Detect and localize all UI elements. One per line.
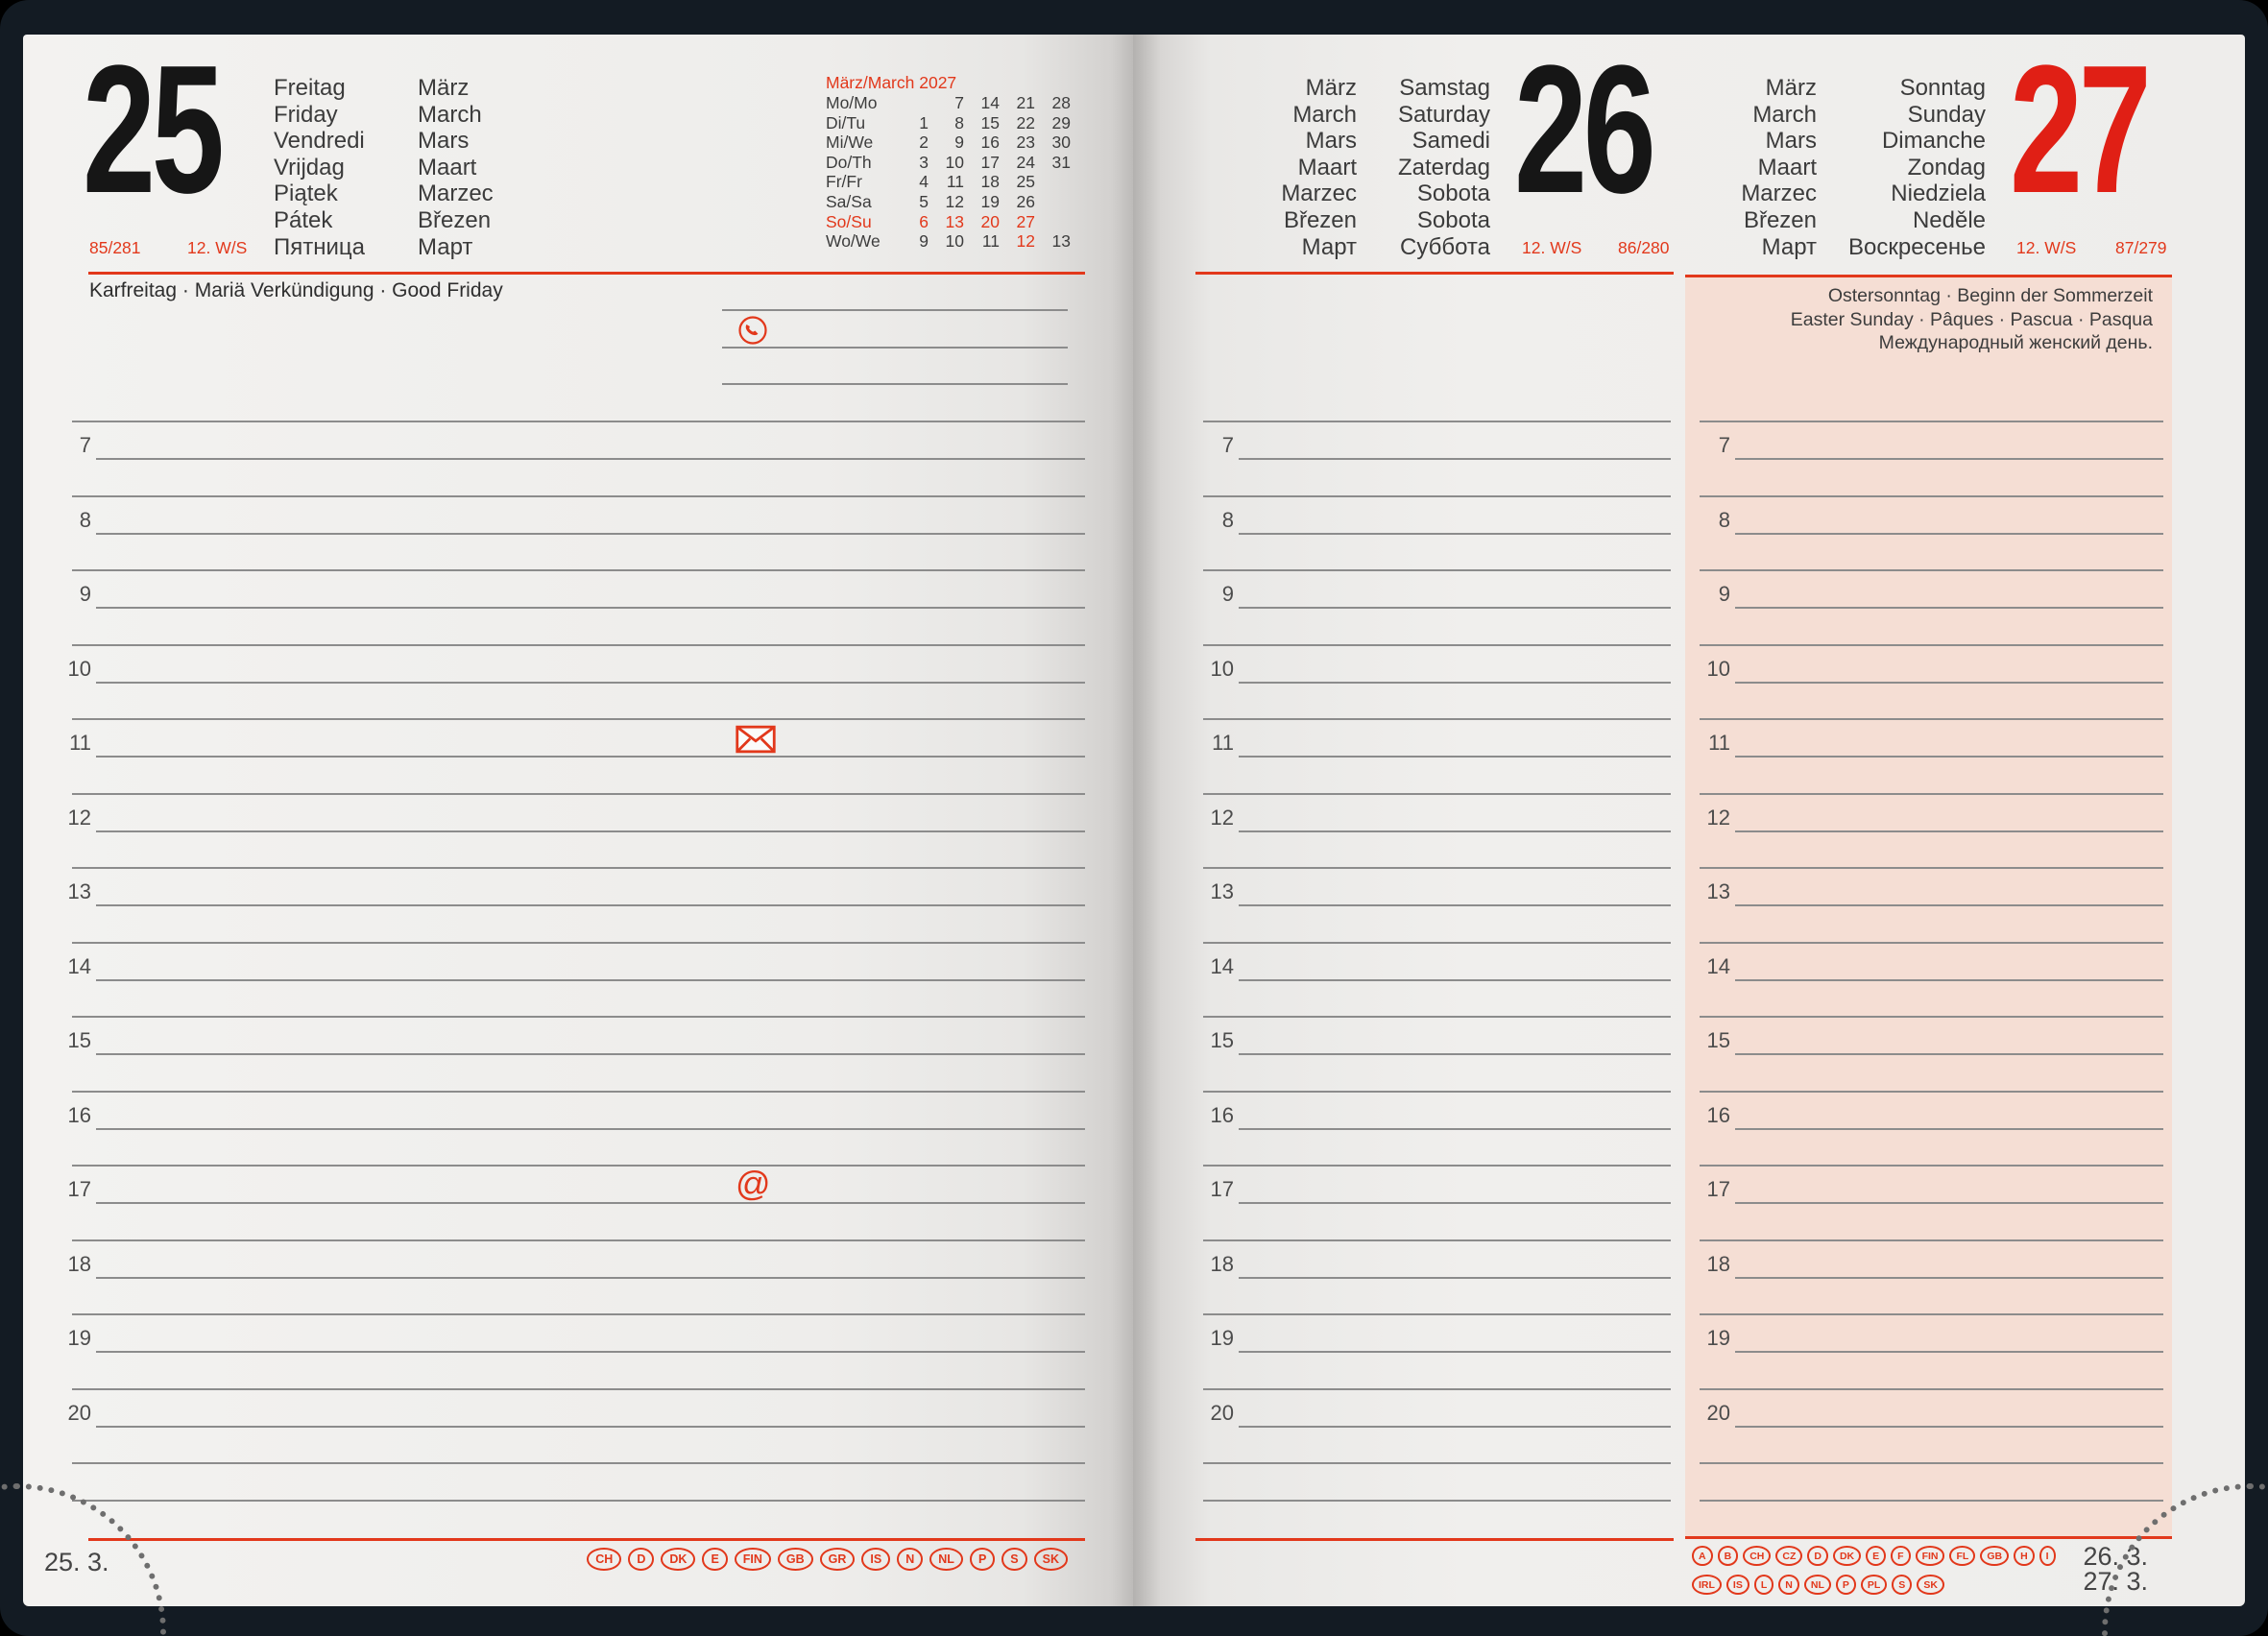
ruled-line — [96, 756, 1085, 758]
country-badge: FL — [1949, 1546, 1975, 1566]
country-badge: N — [1778, 1575, 1799, 1595]
hour-label: 16 — [1210, 1102, 1234, 1127]
weekday-name: Friday — [274, 101, 338, 128]
hour-label: 20 — [1210, 1400, 1234, 1425]
month-name: Maart — [1757, 154, 1817, 180]
hour-label: 10 — [1210, 656, 1234, 681]
mini-calendar-day-label: Mo/Mo — [826, 93, 878, 112]
ruled-line — [72, 421, 1085, 422]
mini-calendar-row — [826, 172, 1074, 192]
month-name: Mars — [1765, 128, 1817, 155]
month-name: März — [1765, 75, 1817, 101]
country-badge: S — [1001, 1548, 1026, 1571]
country-badge: NL — [929, 1548, 963, 1571]
mini-calendar-date: 7 — [954, 93, 964, 112]
hour-label: 15 — [1210, 1028, 1234, 1052]
mini-calendar-day-label: So/Su — [826, 211, 872, 231]
mini-calendar-day-label: Di/Tu — [826, 112, 866, 132]
mini-calendar-date: 21 — [1016, 93, 1035, 112]
mini-calendar-title: März/March 2027 — [826, 73, 957, 92]
ruled-line — [1239, 830, 1671, 832]
mini-calendar-date: 11 — [981, 231, 1000, 252]
mini-calendar-date: 9 — [954, 132, 964, 153]
country-badge: SK — [1917, 1575, 1944, 1595]
country-badge: P — [970, 1548, 995, 1571]
ruled-line — [722, 347, 1068, 349]
ruled-line — [1239, 458, 1671, 460]
page-ratio-left: 85/281 — [89, 238, 141, 257]
mini-calendar-date: 22 — [1016, 112, 1035, 132]
weekday-name: Samstag — [1399, 75, 1490, 101]
month-name: Březen — [1283, 206, 1357, 233]
month-name: March — [1752, 101, 1817, 128]
ruled-line — [96, 682, 1085, 684]
hour-label: 9 — [1221, 582, 1234, 606]
country-badges-left — [587, 1548, 1068, 1571]
mini-calendar-date — [1035, 192, 1071, 212]
weekday-name: Vrijdag — [274, 154, 345, 180]
hour-label: 17 — [1210, 1177, 1234, 1201]
ruled-line — [1203, 1388, 1671, 1390]
ruled-line — [1203, 718, 1671, 720]
ruled-line — [1203, 569, 1671, 571]
country-badge: FIN — [735, 1548, 771, 1571]
ruled-line — [72, 1313, 1085, 1315]
at-icon: @ — [736, 1164, 771, 1203]
hour-label: 12 — [1706, 805, 1730, 830]
ruled-line — [1203, 1239, 1671, 1241]
ruled-line — [1239, 682, 1671, 684]
mini-calendar-date: 17 — [980, 152, 1000, 172]
holiday-lines-sunday — [1685, 284, 2162, 355]
page-right-weekend — [1133, 35, 2245, 1606]
ruled-line — [72, 718, 1085, 720]
mini-calendar-date: 14 — [980, 93, 1000, 112]
day-number-27: 27 — [2010, 35, 2148, 231]
week-label-sunday: 12. W/S — [2016, 238, 2077, 257]
envelope-icon — [736, 725, 776, 754]
ruled-line — [96, 904, 1085, 906]
country-badge: CH — [587, 1548, 621, 1571]
country-badge: IRL — [1692, 1575, 1722, 1595]
hour-label: 18 — [1210, 1251, 1234, 1276]
ruled-line — [72, 793, 1085, 795]
mini-calendar-date: 29 — [1051, 112, 1071, 132]
ruled-line — [72, 1388, 1085, 1390]
weekday-name: Dimanche — [1881, 128, 1986, 155]
month-name: Maart — [1297, 154, 1357, 180]
country-badges-row2 — [1692, 1575, 1944, 1595]
country-badge: E — [1866, 1546, 1886, 1566]
hour-grid-friday — [23, 35, 1133, 1606]
country-badges-row1 — [1692, 1546, 2056, 1566]
country-badge: IS — [1726, 1575, 1749, 1595]
ruled-line — [72, 569, 1085, 571]
weekday-name: Sonntag — [1899, 75, 1986, 101]
mini-calendar-date: 12 — [1016, 231, 1035, 252]
ruled-line — [72, 1165, 1085, 1167]
mini-calendar-row — [826, 113, 1074, 133]
month-name: Marzec — [1281, 180, 1357, 207]
page-left-friday — [23, 35, 1133, 1606]
mini-calendar-date: 28 — [1051, 93, 1071, 112]
mini-calendar-date: 24 — [1016, 152, 1035, 172]
mini-calendar-rows — [826, 93, 1074, 252]
holiday-line: Ostersonntag · Beginn der Sommerzeit — [1827, 285, 2153, 306]
ruled-line — [1203, 942, 1671, 944]
country-badge: GR — [820, 1548, 856, 1571]
hour-label: 8 — [79, 507, 91, 532]
mini-calendar-date: 25 — [1016, 172, 1035, 192]
ruled-line — [1203, 1091, 1671, 1093]
month-name: Mars — [418, 128, 470, 155]
mini-calendar-date: 15 — [980, 112, 1000, 132]
mini-calendar-date: 2 — [919, 132, 929, 153]
ruled-line — [96, 533, 1085, 535]
week-label-saturday: 12. W/S — [1522, 238, 1582, 257]
hour-label: 12 — [1210, 805, 1234, 830]
mini-calendar-date: 10 — [945, 152, 964, 172]
country-badge: E — [702, 1548, 727, 1571]
ruled-line — [1203, 793, 1671, 795]
mini-calendar-row — [826, 93, 1074, 113]
ruled-line — [1203, 644, 1671, 646]
header-rule-left — [88, 272, 1085, 275]
mini-calendar-date: 12 — [945, 191, 964, 211]
country-badge: PL — [1861, 1575, 1887, 1595]
ruled-line — [72, 942, 1085, 944]
hour-label: 18 — [67, 1251, 91, 1276]
holiday-line-friday: Karfreitag · Mariä Verkündigung · Good Friday — [89, 279, 503, 301]
country-badge: S — [1892, 1575, 1912, 1595]
hour-label: 7 — [1718, 433, 1730, 457]
month-names-left — [418, 75, 557, 260]
weekday-name: Freitag — [274, 75, 346, 101]
corner-date: 26. 3. — [2083, 1542, 2148, 1571]
weekday-name: Sunday — [1907, 101, 1986, 128]
ruled-line — [72, 644, 1085, 646]
ruled-line — [1239, 1277, 1671, 1279]
weekday-name: Суббота — [1400, 233, 1490, 260]
month-name: March — [1292, 101, 1357, 128]
hour-label: 17 — [67, 1177, 91, 1201]
mini-calendar-day-label: Mi/We — [826, 132, 874, 153]
hour-label: 10 — [1706, 656, 1730, 681]
month-name: Март — [1301, 233, 1357, 260]
ruled-line — [72, 1016, 1085, 1018]
hour-label: 19 — [1706, 1326, 1730, 1350]
mini-calendar-date: 9 — [919, 231, 929, 252]
ruled-line — [1239, 1351, 1671, 1353]
month-name: März — [1305, 75, 1357, 101]
ruled-line — [72, 495, 1085, 497]
country-badge: L — [1754, 1575, 1773, 1595]
ruled-line — [96, 1053, 1085, 1055]
day-number-26: 26 — [1514, 35, 1653, 231]
page-ratio-sunday: 87/279 — [2115, 238, 2167, 257]
weekday-name: Piątek — [274, 180, 338, 207]
month-name: March — [418, 101, 482, 128]
mini-calendar-date: 11 — [946, 172, 964, 192]
hour-label: 13 — [67, 879, 91, 903]
mini-calendar-date: 13 — [945, 211, 964, 231]
country-badge: P — [1836, 1575, 1856, 1595]
mini-calendar-date: 19 — [980, 191, 1000, 211]
hour-label: 18 — [1706, 1251, 1730, 1276]
country-badge: IS — [861, 1548, 890, 1571]
hour-label: 20 — [67, 1400, 91, 1425]
hour-label: 14 — [1210, 953, 1234, 978]
ruled-line — [1239, 756, 1671, 758]
country-badge: A — [1692, 1546, 1713, 1566]
hour-label: 11 — [1708, 731, 1730, 755]
weekday-names-friday — [274, 75, 413, 260]
hour-label: 8 — [1718, 507, 1730, 532]
country-badge: GB — [778, 1548, 813, 1571]
ruled-line — [72, 1239, 1085, 1241]
mini-calendar-date: 8 — [954, 112, 964, 132]
weekday-name: Воскресенье — [1847, 233, 1986, 260]
sunday-panel — [1685, 275, 2172, 1539]
weekday-name: Samedi — [1411, 128, 1490, 155]
mini-calendar-date: 23 — [1016, 132, 1035, 153]
mini-calendar-date: 4 — [919, 172, 929, 192]
hour-label: 17 — [1706, 1177, 1730, 1201]
hour-label: 8 — [1221, 507, 1234, 532]
mini-calendar-date: 16 — [980, 132, 1000, 153]
week-label-left: 12. W/S — [187, 238, 248, 257]
month-name: Březen — [418, 206, 492, 233]
country-badge: CZ — [1775, 1546, 1802, 1566]
mini-calendar-day-label: Wo/We — [826, 231, 881, 252]
hour-label: 11 — [69, 731, 91, 755]
ruled-line — [1239, 533, 1671, 535]
mini-calendar-date — [1035, 212, 1071, 232]
weekday-name: Sobota — [1416, 206, 1490, 233]
mini-calendar-date: 20 — [980, 211, 1000, 231]
hour-label: 9 — [1718, 582, 1730, 606]
country-badge: D — [1807, 1546, 1828, 1566]
hour-label: 12 — [67, 805, 91, 830]
mini-calendar-date: 30 — [1051, 132, 1071, 153]
corner-date-left: 25. 3. — [44, 1548, 109, 1576]
footer-rule-left — [88, 1538, 1085, 1541]
hour-label: 7 — [79, 433, 91, 457]
ruled-line — [1239, 904, 1671, 906]
ruled-line — [1239, 1053, 1671, 1055]
hour-label: 14 — [67, 953, 91, 978]
day-number-25: 25 — [83, 35, 221, 231]
ruled-line — [96, 607, 1085, 609]
footer-rule-saturday — [1195, 1538, 1674, 1541]
ruled-line — [72, 1462, 1085, 1464]
country-badge: D — [628, 1548, 654, 1571]
ruled-line — [1239, 1202, 1671, 1204]
mini-calendar-date: 27 — [1016, 211, 1035, 231]
hour-label: 10 — [67, 656, 91, 681]
weekday-name: Zaterdag — [1397, 154, 1490, 180]
country-badge: NL — [1804, 1575, 1831, 1595]
corner-date: 27. 3. — [2083, 1567, 2148, 1596]
month-name: Март — [418, 233, 473, 260]
ruled-line — [96, 458, 1085, 460]
mini-calendar-day-label: Sa/Sa — [826, 191, 872, 211]
ruled-line — [1203, 1462, 1671, 1464]
weekday-name: Sobota — [1416, 180, 1490, 207]
mini-calendar-date: 31 — [1051, 152, 1071, 172]
hour-label: 19 — [67, 1326, 91, 1350]
month-name: Marzec — [418, 180, 494, 207]
weekday-name: Neděle — [1912, 206, 1986, 233]
hour-label: 14 — [1706, 953, 1730, 978]
header-rule-saturday — [1195, 272, 1674, 275]
mini-calendar-date: 10 — [945, 231, 964, 252]
mini-calendar-row — [826, 212, 1074, 232]
mini-calendar-date — [1035, 172, 1071, 192]
hour-label: 11 — [1212, 731, 1234, 755]
month-name: Březen — [1743, 206, 1817, 233]
hour-label: 19 — [1210, 1326, 1234, 1350]
hour-label: 16 — [1706, 1102, 1730, 1127]
mini-calendar-day-label: Do/Th — [826, 152, 872, 172]
holiday-line: Международный женский день. — [1878, 332, 2153, 353]
mini-calendar-date: 13 — [1051, 231, 1071, 252]
ruled-line — [1239, 1128, 1671, 1130]
weekday-name: Zondag — [1907, 154, 1986, 180]
country-badge: DK — [1833, 1546, 1861, 1566]
ruled-line — [1203, 1500, 1671, 1502]
weekday-name: Pátek — [274, 206, 333, 233]
ruled-line — [1203, 1313, 1671, 1315]
ruled-line — [1203, 1016, 1671, 1018]
country-badge: F — [1891, 1546, 1910, 1566]
ruled-line — [96, 1128, 1085, 1130]
ruled-line — [72, 1500, 1085, 1502]
ruled-line — [1239, 607, 1671, 609]
country-badge: B — [1718, 1546, 1739, 1566]
ruled-line — [1203, 1165, 1671, 1167]
hour-label: 15 — [67, 1028, 91, 1052]
month-name: Maart — [418, 154, 477, 180]
ruled-line — [1203, 421, 1671, 422]
ruled-line — [722, 383, 1068, 385]
mini-calendar-row — [826, 132, 1074, 153]
phone-icon — [737, 315, 768, 346]
month-name: Mars — [1305, 128, 1357, 155]
month-name: Marzec — [1741, 180, 1817, 207]
ruled-line — [96, 1351, 1085, 1353]
country-badge: CH — [1743, 1546, 1771, 1566]
country-badge: I — [2039, 1546, 2056, 1566]
weekday-name: Vendredi — [274, 128, 365, 155]
country-badge: FIN — [1916, 1546, 1945, 1566]
ruled-line — [96, 1426, 1085, 1428]
month-name: Март — [1761, 233, 1817, 260]
hour-label: 15 — [1706, 1028, 1730, 1052]
month-names-sunday — [1661, 75, 1817, 260]
mini-calendar-day-label: Fr/Fr — [826, 172, 862, 192]
month-names-saturday — [1200, 75, 1357, 260]
ruled-line — [72, 867, 1085, 869]
month-name: März — [418, 75, 470, 101]
ruled-line — [1203, 495, 1671, 497]
hour-label: 20 — [1706, 1400, 1730, 1425]
ruled-line — [72, 1091, 1085, 1093]
hour-label: 16 — [67, 1102, 91, 1127]
weekday-names-sunday — [1821, 75, 1986, 260]
hour-label: 9 — [79, 582, 91, 606]
mini-calendar-date: 6 — [919, 211, 929, 231]
country-badge: H — [2014, 1546, 2035, 1566]
country-badge: GB — [1980, 1546, 2009, 1566]
ruled-line — [1203, 867, 1671, 869]
mini-calendar-row — [826, 192, 1074, 212]
mini-calendar-date — [893, 93, 929, 113]
hour-label: 7 — [1221, 433, 1234, 457]
ruled-line — [96, 1277, 1085, 1279]
mini-calendar-row — [826, 153, 1074, 173]
weekday-names-saturday — [1335, 75, 1490, 260]
page-ratio-saturday: 86/280 — [1618, 238, 1670, 257]
corner-dates-right — [2036, 1544, 2148, 1594]
weekday-name: Saturday — [1397, 101, 1490, 128]
ruled-line — [1239, 1426, 1671, 1428]
country-badge: SK — [1034, 1548, 1068, 1571]
weekday-name: Пятница — [274, 233, 365, 260]
mini-calendar-date: 26 — [1016, 191, 1035, 211]
ruled-line — [96, 979, 1085, 981]
hour-label: 13 — [1706, 879, 1730, 903]
weekday-name: Niedziela — [1891, 180, 1986, 207]
hour-label: 13 — [1210, 879, 1234, 903]
mini-calendar-date: 3 — [919, 152, 929, 172]
ruled-line — [96, 1202, 1085, 1204]
mini-calendar-date: 1 — [919, 112, 929, 132]
ruled-line — [1239, 979, 1671, 981]
holiday-line: Easter Sunday · Pâques · Pascua · Pasqua — [1790, 308, 2153, 330]
mini-calendar-date: 18 — [980, 172, 1000, 192]
mini-calendar-date: 5 — [919, 191, 929, 211]
ruled-line — [96, 830, 1085, 832]
ruled-line — [722, 309, 1068, 311]
country-badge: DK — [661, 1548, 695, 1571]
mini-calendar-row — [826, 231, 1074, 252]
mini-calendar — [826, 72, 1074, 252]
country-badge: N — [897, 1548, 923, 1571]
